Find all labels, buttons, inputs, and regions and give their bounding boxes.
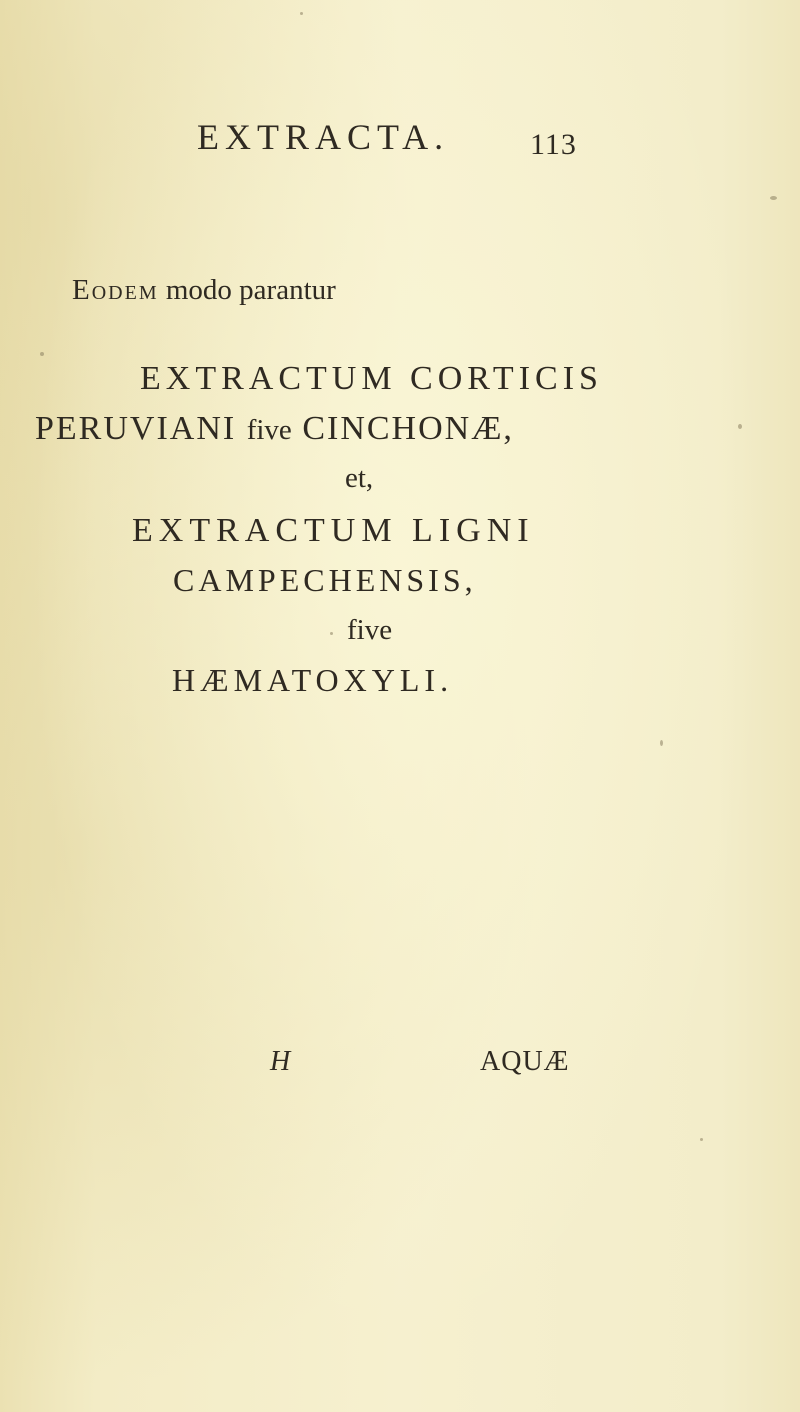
intro-smallcaps-word: Eodem xyxy=(72,274,159,306)
title-line-3: et, xyxy=(345,462,374,494)
page-number: 113 xyxy=(530,128,577,161)
paper-speck xyxy=(300,12,303,15)
paper-speck xyxy=(40,352,44,356)
title-line-2-caps: PERUVIANI xyxy=(35,410,237,447)
paper-speck xyxy=(700,1138,703,1141)
title-line-7: HÆMATOXYLI. xyxy=(172,662,454,698)
intro-line xyxy=(72,274,336,307)
paper-speck xyxy=(738,424,742,429)
paper-speck xyxy=(660,740,663,746)
title-line-6: five xyxy=(347,614,393,646)
title-line-2 xyxy=(35,410,514,448)
title-line-1: EXTRACTUM CORTICIS xyxy=(140,360,603,397)
paper-speck xyxy=(770,196,777,200)
paper-speck xyxy=(330,632,333,635)
title-line-4: EXTRACTUM LIGNI xyxy=(132,512,535,549)
catchword: AQUÆ xyxy=(480,1046,570,1077)
title-line-2-end: CINCHONÆ, xyxy=(302,410,514,447)
signature-mark: H xyxy=(270,1046,291,1077)
title-line-5: CAMPECHENSIS, xyxy=(173,562,477,598)
running-head: EXTRACTA. xyxy=(197,117,450,157)
title-line-2-lower: five xyxy=(246,414,292,446)
intro-rest: modo parantur xyxy=(165,274,336,306)
